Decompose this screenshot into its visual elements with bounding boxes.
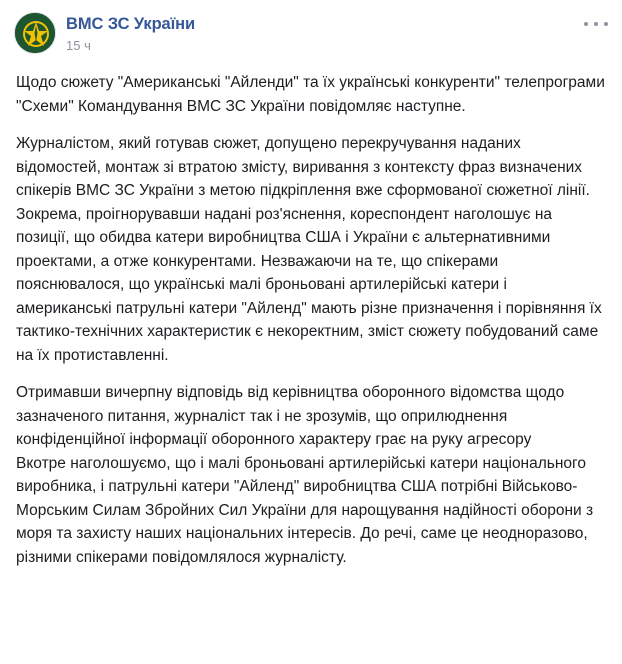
post-text [0, 59, 622, 579]
navy-emblem-avatar-icon[interactable] [14, 12, 56, 54]
post-timestamp[interactable]: 15 ч [66, 38, 91, 53]
page-name[interactable]: ВМС ЗС України [66, 15, 196, 33]
post-paragraph: Журналістом, який готував сюжет, допущено перекручування наданих відомостей, монтаж зі втратою змісту, виривання з контексту фраз визначених спікерів ВМС ЗС України з метою підкріплення вже сформованої сюжетної лінії. Зокрема, проігнорувавши надані роз'яснення, кореспондент наголошує на позиції, що обидва катери виробництва США і України є альтернативними проектами, а отже конкурентами. Незважаючи на те, що спікерами пояснювалося, що українські малі броньовані артилерійські катери і американські патрульні катери "Айленд" мають різне призначення і порівняння їх тактико-технічних характеристик є некоректним, зміст сюжету побудований саме на їх протиставленні. [16, 135, 602, 364]
post-header [0, 0, 622, 59]
ellipsis-horizontal-icon[interactable] [584, 16, 608, 32]
post-paragraph: Вкотре наголошуємо, що і малі броньовані артилерійські катери національного виробника, і патрульні катери "Айленд" виробництва США потрібні Військово-Морським Силам Збройних Сил України для нарощування надійності оборони з моря та захисту наших національних інтересів. До речі, саме це неодноразово, різними спікерами повідомлялося журналісту. [16, 454, 594, 566]
post-paragraph: Отримавши вичерпну відповідь від керівництва оборонного відомства щодо зазначеного питання, журналіст так і не зрозумів, що оприлюднення конфіденційної інформації оборонного характеру грає на руку агресору [16, 384, 565, 448]
post-author-block [66, 12, 195, 55]
post-paragraph: Щодо сюжету "Американські "Айленди" та їх українські конкуренти" телепрограми "Схеми" Командування ВМС ЗС України повідомляє наступне. [16, 74, 605, 115]
